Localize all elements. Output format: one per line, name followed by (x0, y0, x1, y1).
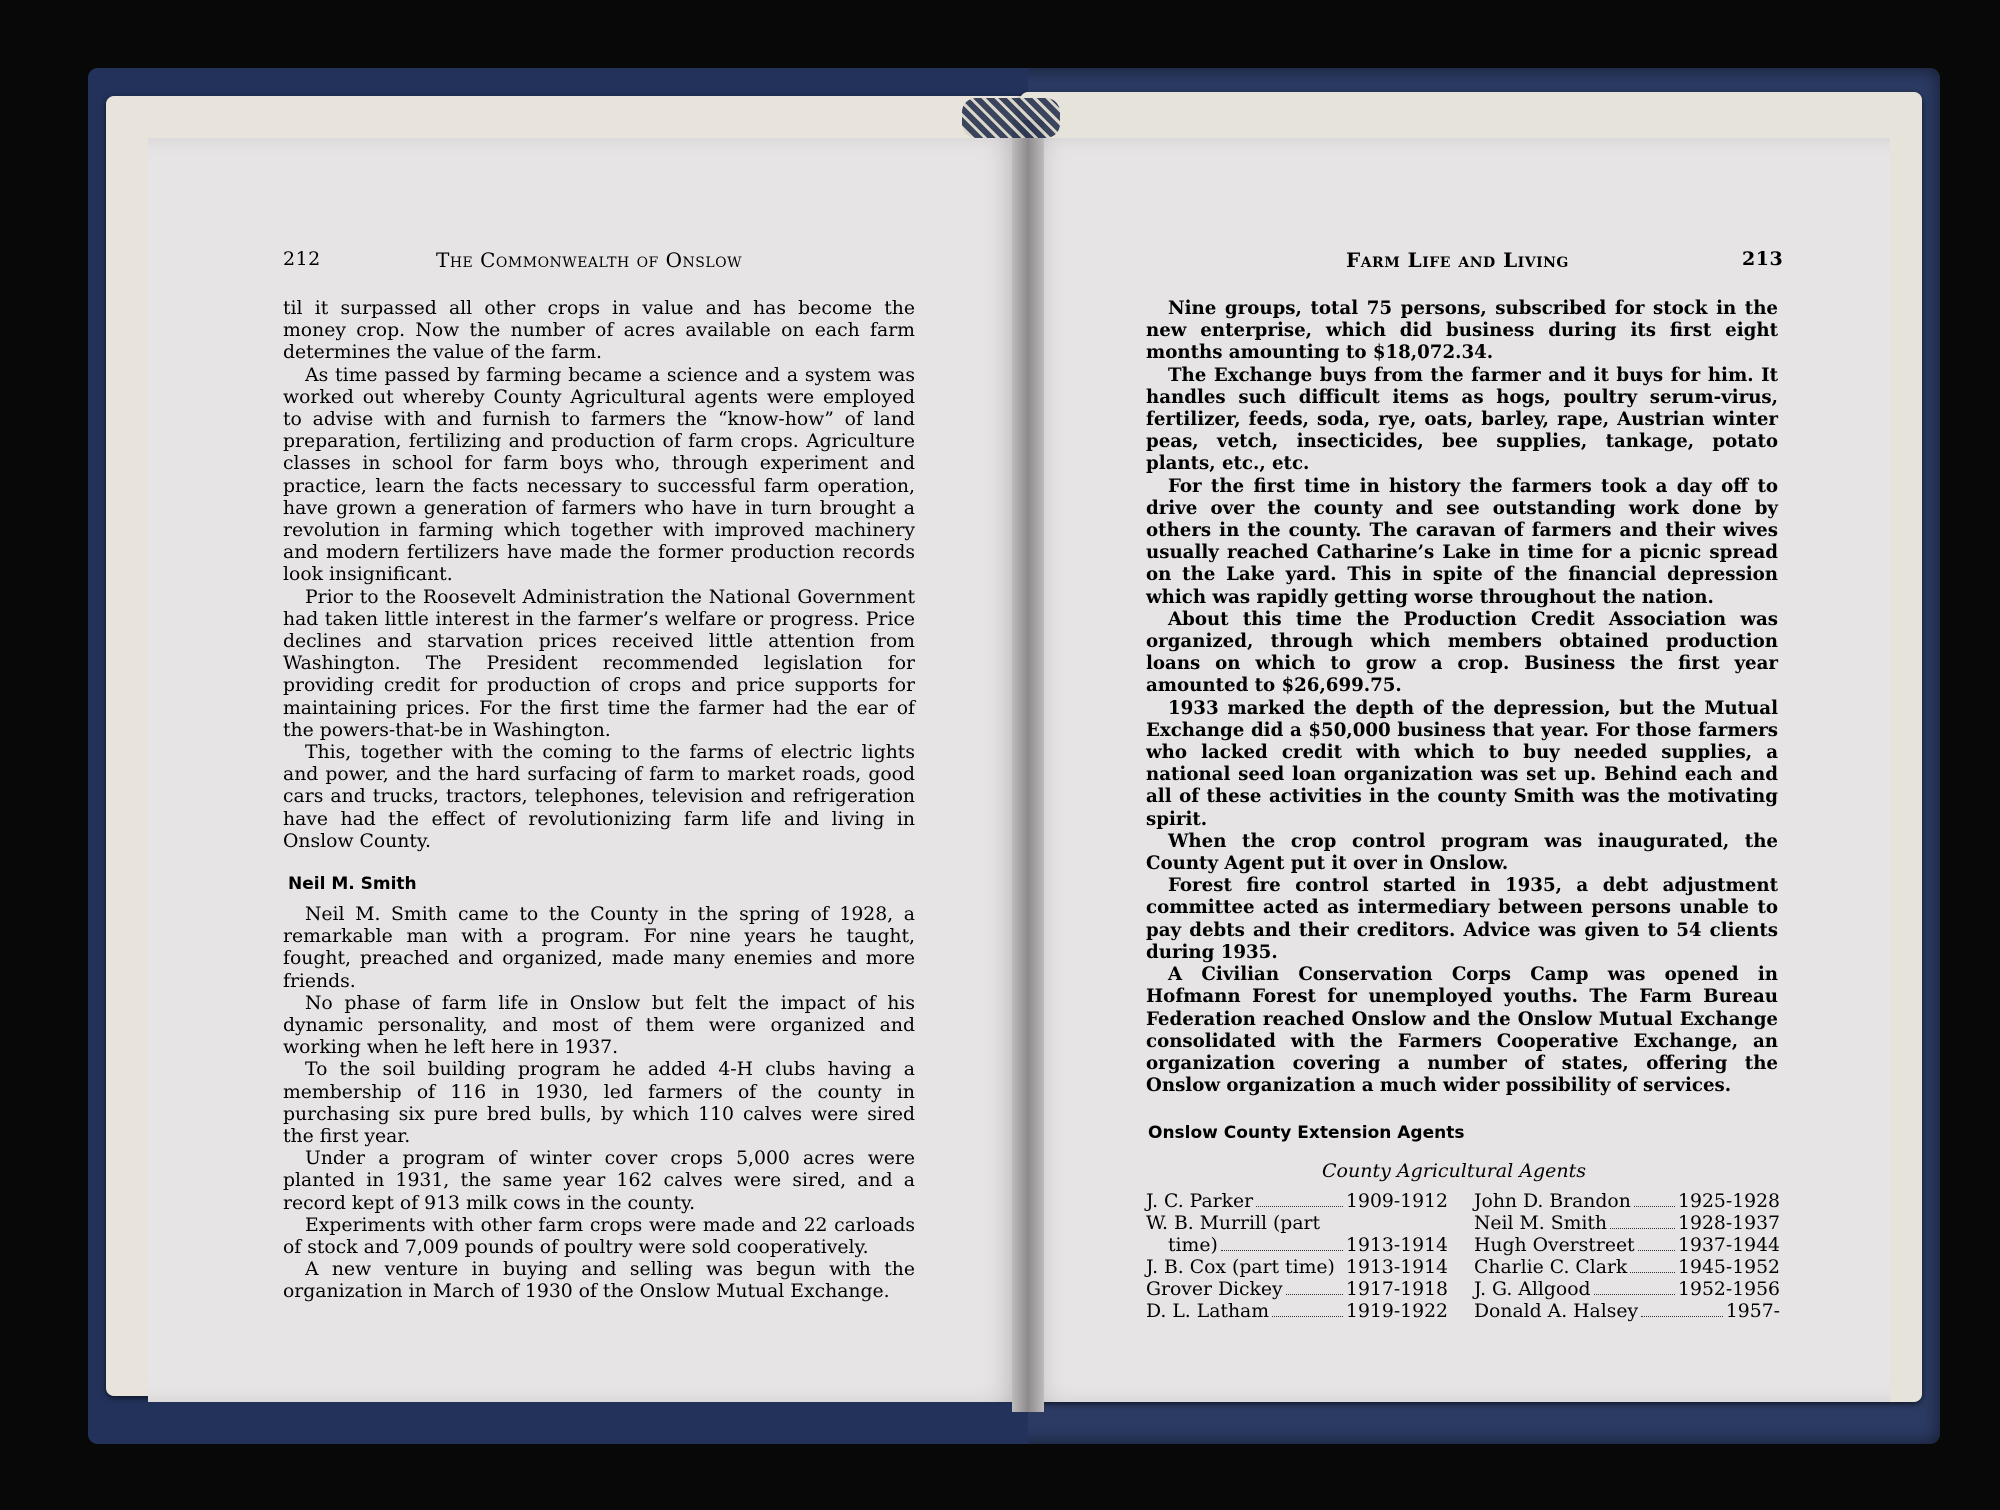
paragraph: The Exchange buys from the farmer and it buys for him. It handles such difficult items as hogs, poultry serum-virus, fertilizer, feeds, soda, rye, oats, barley, rape, Austrian winter peas, vetch, insecticides, bee supplies, tankage, potato plants, etc., etc. (1146, 364, 1778, 475)
paragraph: To the soil building program he added 4-H clubs having a membership of 116 in 1930, led farmers of the county in purchasing six pure bred bulls, by which 110 calves were sired the first year. (283, 1059, 915, 1148)
paragraph: Under a program of winter cover crops 5,000 acres were planted in 1931, the same year 162 calves were sired, and a record kept of 913 milk cows in the county. (283, 1148, 915, 1214)
paragraph: Nine groups, total 75 persons, subscribed for stock in the new enterprise, which did business during its first eight months amounting to $18,072.34. (1146, 298, 1778, 364)
agent-years: 1909-1912 (1346, 1191, 1448, 1212)
agent-years: 1917-1918 (1346, 1279, 1448, 1300)
section-heading-extension-agents: Onslow County Extension Agents (1148, 1123, 1465, 1143)
table-row (1146, 1279, 1448, 1301)
paragraph: til it surpassed all other crops in value and has become the money crop. Now the number of acres available on each farm determines the value of the farm. (283, 298, 915, 364)
agent-name: John D. Brandon (1474, 1191, 1631, 1212)
paragraph: When the crop control program was inaugurated, the County Agent put it over in Onslow. (1146, 830, 1778, 875)
paragraph: Prior to the Roosevelt Administration the National Government had taken little interest in the farmer’s welfare or progress. Price declines and starvation prices received little attention from Washington. The President recommended legislation for providing credit for production of crops and price supports for maintaining prices. For the first time the farmer had the ear of the powers-that-be in Washington. (283, 586, 915, 741)
right-page-number: 213 (1742, 248, 1784, 270)
table-row (1474, 1235, 1780, 1257)
left-body-top (283, 298, 915, 853)
paragraph: 1933 marked the depth of the depression, but the Mutual Exchange did a $50,000 business that year. For those farmers who lacked credit with which to buy needed supplies, a national seed loan organization was set up. Behind each and all of these activities in the county Smith was the motivating spirit. (1146, 697, 1778, 830)
agent-years: 1957- (1725, 1301, 1780, 1322)
agent-years: 1925-1928 (1678, 1191, 1780, 1212)
table-row (1474, 1279, 1780, 1301)
leader-dots (1634, 1191, 1675, 1207)
table-row (1146, 1257, 1448, 1279)
left-running-head: The Commonwealth of Onslow (436, 248, 743, 272)
paragraph: This, together with the coming to the farms of electric lights and power, and the hard surfacing of farm to market roads, good cars and trucks, tractors, telephones, television and refrigeration have had the effect of revolutionizing farm life and living in Onslow County. (283, 742, 915, 852)
agent-years: 1945-1952 (1678, 1257, 1780, 1278)
agent-name: J. B. Cox (part time) (1146, 1257, 1335, 1278)
paragraph: Forest fire control started in 1935, a debt adjustment committee acted as intermediary between persons unable to pay debts and their creditors. Advice was given to 54 clients during 1935. (1146, 875, 1778, 963)
agent-name: Donald A. Halsey (1474, 1301, 1639, 1322)
table-caption: County Agricultural Agents (1322, 1160, 1587, 1182)
leader-dots (1594, 1279, 1676, 1295)
paragraph: As time passed by farming became a science and a system was worked out whereby County Agricultural agents were employed to advise with and furnish to farmers the “know-how” of land preparation, fertilizing and production of farm crops. Agriculture classes in school for farm boys who, through experiment and practice, learn the facts necessary to successful farm operation, have grown a generation of farmers who have in turn brought a revolution in farming which together with improved machinery and modern fertilizers have made the former production records look insignificant. (283, 364, 915, 586)
right-running-head: Farm Life and Living (1346, 248, 1569, 272)
left-page-number: 212 (283, 248, 321, 270)
agent-years: 1952-1956 (1678, 1279, 1780, 1300)
leader-dots (1256, 1191, 1343, 1207)
paragraph: Experiments with other farm crops were made and 22 carloads of stock and 7,009 pounds of poultry were sold cooperatively. (283, 1214, 915, 1259)
agent-years: 1928-1937 (1678, 1213, 1780, 1234)
table-row (1474, 1213, 1780, 1235)
agent-years: 1937-1944 (1678, 1235, 1780, 1256)
book-gutter (1012, 120, 1044, 1412)
table-row (1146, 1213, 1448, 1235)
paragraph: Neil M. Smith came to the County in the spring of 1928, a remarkable man with a program. For nine years he taught, fought, preached and organized, made many enemies and more friends. (283, 904, 915, 992)
paragraph: About this time the Production Credit Association was organized, through which members obtained production loans on which to grow a crop. Business the first year amounted to $26,699.75. (1146, 608, 1778, 697)
leader-dots (1286, 1279, 1343, 1295)
agent-years: 1919-1922 (1346, 1301, 1448, 1322)
agent-name: J. C. Parker (1146, 1191, 1254, 1212)
agent-name: D. L. Latham (1146, 1301, 1270, 1322)
paragraph: A Civilian Conservation Corps Camp was opened in Hofmann Forest for unemployed youths. The Farm Bureau Federation reached Onslow and the Onslow Mutual Exchange consolidated with the Farmers Cooperative Exchange, an organization covering a number of states, offering the Onslow organization a much wider possibility of services. (1146, 964, 1778, 1097)
agent-name: Grover Dickey (1146, 1279, 1283, 1300)
agent-name: W. B. Murrill (part (1146, 1213, 1321, 1234)
leader-dots (1641, 1301, 1723, 1317)
paragraph: A new venture in buying and selling was begun with the organization in March of 1930 of the Onslow Mutual Exchange. (283, 1259, 915, 1303)
agent-years: 1913-1914 (1346, 1257, 1448, 1278)
leader-dots (1610, 1213, 1675, 1229)
leader-dots (1221, 1235, 1343, 1251)
agent-name: J. G. Allgood (1474, 1279, 1591, 1300)
agent-name: time) (1168, 1235, 1218, 1256)
agent-name: Charlie C. Clark (1474, 1257, 1628, 1278)
agent-name: Neil M. Smith (1474, 1213, 1608, 1234)
paragraph: For the first time in history the farmers took a day off to drive over the county and see outstanding work done by others in the county. The caravan of farmers and their wives usually reached Catharine’s Lake in time for a picnic spread on the Lake yard. This in spite of the financial depression which was rapidly getting worse throughout the nation. (1146, 475, 1778, 608)
agent-years: 1913-1914 (1346, 1235, 1448, 1256)
leader-dots (1638, 1235, 1675, 1251)
table-row (1474, 1301, 1780, 1323)
table-row (1474, 1257, 1780, 1279)
agent-name: Hugh Overstreet (1474, 1235, 1635, 1256)
left-body-bottom (283, 904, 915, 1304)
table-row (1474, 1191, 1780, 1213)
leader-dots (1630, 1257, 1675, 1273)
paragraph: No phase of farm life in Onslow but felt the impact of his dynamic personality, and most of them were organized and working when he left here in 1937. (283, 992, 915, 1059)
leader-dots (1272, 1301, 1343, 1317)
section-heading-neil-smith: Neil M. Smith (288, 874, 417, 894)
table-row (1168, 1235, 1448, 1257)
spine-headband (962, 98, 1060, 138)
table-row (1146, 1301, 1448, 1323)
right-body (1146, 298, 1778, 1097)
table-row (1146, 1191, 1448, 1213)
